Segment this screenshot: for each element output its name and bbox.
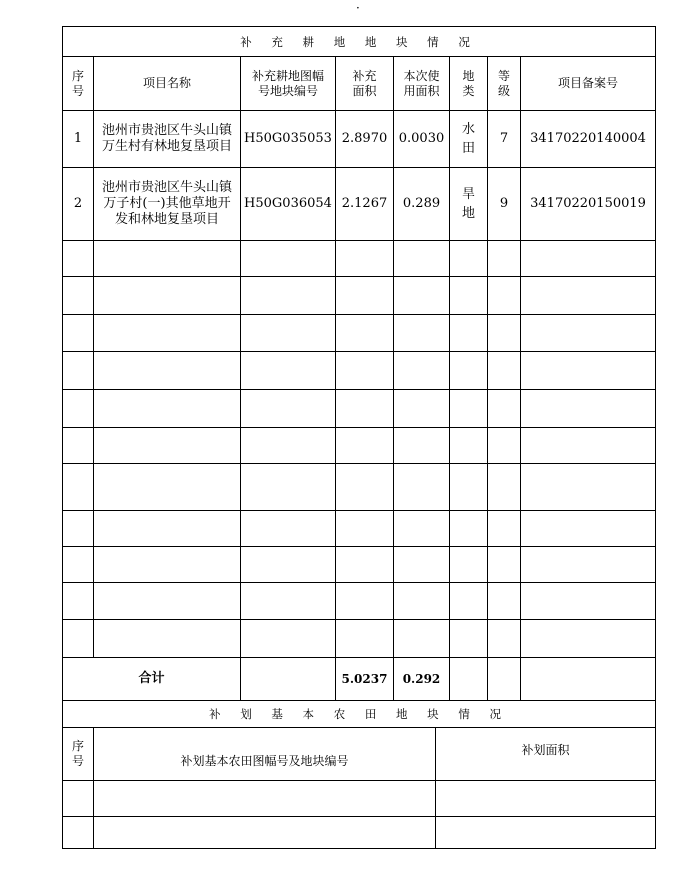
header-name: 项目名称 xyxy=(94,57,241,111)
empty-row xyxy=(63,511,656,547)
header-type: 地类 xyxy=(450,57,488,111)
basic-farmland-table xyxy=(62,727,656,849)
header-map-no-line2: 号地块编号 xyxy=(257,83,318,98)
empty-row xyxy=(63,547,656,583)
row1-name: 池州市贵池区牛头山镇万生村有林地复垦项目 xyxy=(94,111,241,168)
row1-grade: 7 xyxy=(488,111,521,168)
row1-type: 水田 xyxy=(450,111,488,168)
empty-row xyxy=(63,620,656,658)
row2-area: 2.1267 xyxy=(336,168,394,241)
s2-header-seq: 序号 xyxy=(63,728,94,781)
header-used-line1: 本次使 xyxy=(403,68,440,83)
header-map-no xyxy=(241,57,336,111)
section2-title: 补 划 基 本 农 田 地 块 情 况 xyxy=(63,701,656,728)
empty-row xyxy=(63,352,656,390)
row2-grade: 9 xyxy=(488,168,521,241)
row2-seq: 2 xyxy=(63,168,94,241)
row2-record: 34170220150019 xyxy=(521,168,656,241)
row2-used: 0.289 xyxy=(394,168,450,241)
s2-header-area: 补划面积 xyxy=(436,728,656,781)
row1-seq: 1 xyxy=(63,111,94,168)
empty-row xyxy=(63,241,656,277)
section1-title: 补 充 耕 地 地 块 情 况 xyxy=(63,27,656,57)
header-grade: 等级 xyxy=(488,57,521,111)
table-row xyxy=(63,168,656,241)
row1-used: 0.0030 xyxy=(394,111,450,168)
header-record: 项目备案号 xyxy=(521,57,656,111)
empty-row xyxy=(63,781,656,817)
header-used xyxy=(394,57,450,111)
row1-record: 34170220140004 xyxy=(521,111,656,168)
empty-row xyxy=(63,390,656,428)
table-row xyxy=(63,111,656,168)
empty-row xyxy=(63,583,656,620)
total-used: 0.292 xyxy=(394,658,450,701)
empty-row xyxy=(63,464,656,511)
top-mark: · xyxy=(356,1,360,15)
empty-row xyxy=(63,428,656,464)
total-area: 5.0237 xyxy=(336,658,394,701)
header-seq: 序号 xyxy=(63,57,94,111)
total-label: 合计 xyxy=(63,658,241,701)
empty-row xyxy=(63,315,656,352)
row1-area: 2.8970 xyxy=(336,111,394,168)
row1-map-no: H50G035053 xyxy=(241,111,336,168)
header-used-line2: 用面积 xyxy=(403,83,440,98)
total-row xyxy=(63,658,656,701)
header-map-no-line1: 补充耕地图幅 xyxy=(251,68,324,83)
empty-row xyxy=(63,277,656,315)
header-area: 补充面积 xyxy=(336,57,394,111)
empty-row xyxy=(63,817,656,849)
row2-type: 旱地 xyxy=(450,168,488,241)
row2-name: 池州市贵池区牛头山镇万子村(一)其他草地开发和林地复垦项目 xyxy=(94,168,241,241)
s2-header-map-no: 补划基本农田图幅号及地块编号 xyxy=(94,728,436,781)
row2-map-no: H50G036054 xyxy=(241,168,336,241)
supplementary-farmland-table xyxy=(62,26,656,728)
